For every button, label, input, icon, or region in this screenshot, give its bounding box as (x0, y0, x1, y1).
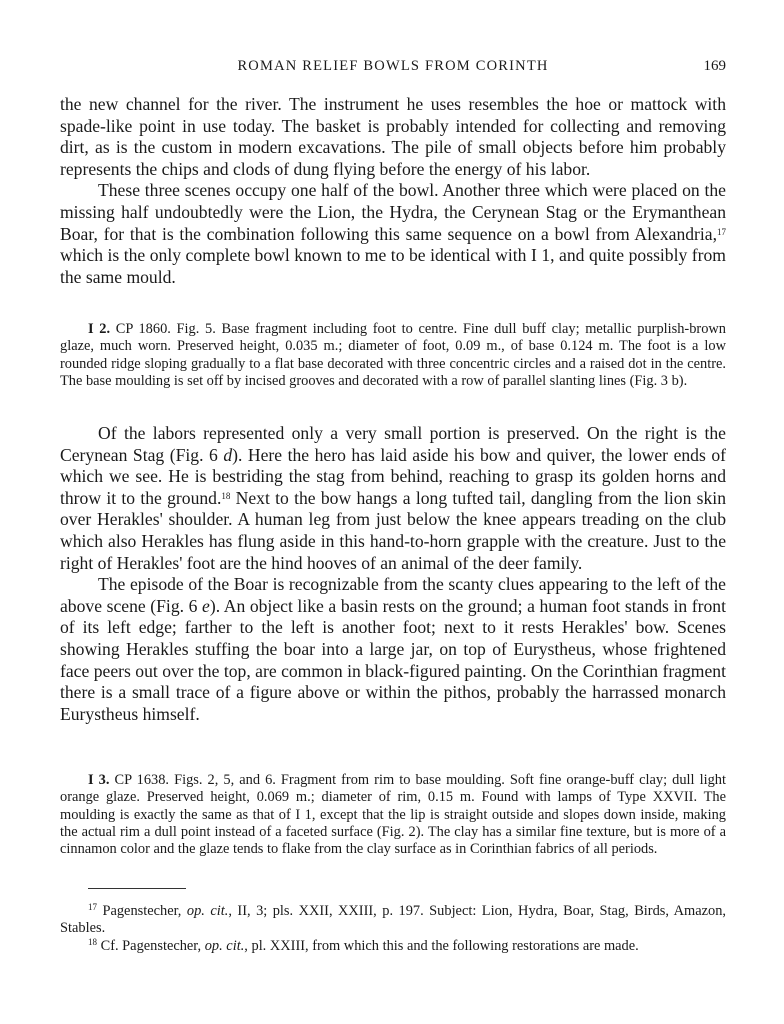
running-head (60, 58, 726, 75)
paragraph-cerynean-stag: Of the labors represented only a very small portion is preserved. On the right is the Cerynean Stag (Fig. 6 d). Here the hero has laid aside his bow and quiver, the lower ends of which we see. He is bestriding the stag from behind, reaching to grasp its golden horns and throw it to the ground.$^{18}$ Next to the bow hangs a long tufted tail, dangling from the lion skin over Herakles' shoulder. A human leg from just below the knee appears treading on the club which also Herakles has flung aside in this hand-to-horn grapple with the creature. Just to the right of Herakles' foot are the hind hooves of an animal of the deer family. (60, 423, 727, 573)
footnote-18: $^{18}$ Cf. Pagenstecher, op. cit., pl. XXIII, from which this and the following restorations are made. (88, 936, 639, 954)
footnote-ref-17: 17 (717, 226, 726, 237)
footnote-17: $^{17}$ Pagenstecher, op. cit., II, 3; pls. XXII, XXIII, p. 197. Subject: Lion, Hydra, Boar, Stag, Birds, Amazon, Stables. (60, 902, 727, 937)
entry-label: I 2. (88, 321, 111, 337)
footnotes (60, 903, 726, 955)
running-title: ROMAN RELIEF BOWLS FROM CORINTH (237, 58, 549, 74)
body-text-top (60, 94, 726, 288)
catalogue-entry-i3 (60, 772, 726, 858)
footnote-ref-18: 18 (221, 490, 231, 501)
catalogue-entry-i2 (60, 321, 726, 390)
body-text-middle (60, 423, 726, 725)
paragraph-boar: The episode of the Boar is recognizable from the scanty clues appearing to the left of the above scene (Fig. 6 e). An object like a basin rests on the ground; a human foot stands in front of its left edge; farther to the left is another foot; next to it rests Herakles' bow. Scenes showing Herakles stuffing the boar into a large jar, on top of Eurystheus, whose frightened face peers out over the top, are common in black-figured painting. On the Corinthian fragment there is a small trace of a figure above or within the pithos, probably the harrassed monarch Eurystheus himself. (60, 574, 726, 724)
footnote-divider (88, 888, 186, 889)
entry-text: CP 1638. Figs. 2, 5, and 6. Fragment from rim to base moulding. Soft fine orange-buff clay; dull light orange glaze. Preserved height, 0.069 m.; diameter of rim, 0.15 m. Found with lamps of Type XXVII. The moulding is exactly the same as that of I 1, except that the lip is straight outside and slopes down inside, making the actual rim a dull point instead of a faceted surface (Fig. 2). The clay has a similar fine texture, but is more of a cinnamon color and the glaze tends to flake from the clay surface as in Corinthian fabrics of all periods. (60, 772, 726, 858)
entry-label: I 3. (88, 772, 110, 788)
page-number: 169 (703, 58, 726, 74)
paragraph-three-scenes: These three scenes occupy one half of the bowl. Another three which were placed on the missing half undoubtedly were the Lion, the Hydra, the Cerynean Stag or the Erymanthean Boar, for that is the combination following this same sequence on a bowl from Alexandria,$^{17}$ which is the only complete bowl known to me to be identical with I 1, and quite possibly from the same mould. (60, 180, 726, 287)
paragraph-channel: the new channel for the river. The instrument he uses resembles the hoe or mattock with spade-like point in use today. The basket is probably intended for collecting and removing dirt, as is the custom in modern excavations. The pile of small objects before him probably represents the chips and clods of dung flying before the energy of his labor. (60, 94, 726, 179)
entry-text: CP 1860. Fig. 5. Base fragment including foot to centre. Fine dull buff clay; metallic purplish-brown glaze, much worn. Preserved height, 0.035 m.; diameter of foot, 0.09 m., of base 0.124 m. The foot is a low rounded ridge sloping gradually to a flat base decorated with three concentric circles and a raised dot in the centre. The base moulding is set off by incised grooves and decorated with a row of parallel slanting lines (Fig. 3 b). (60, 321, 726, 389)
